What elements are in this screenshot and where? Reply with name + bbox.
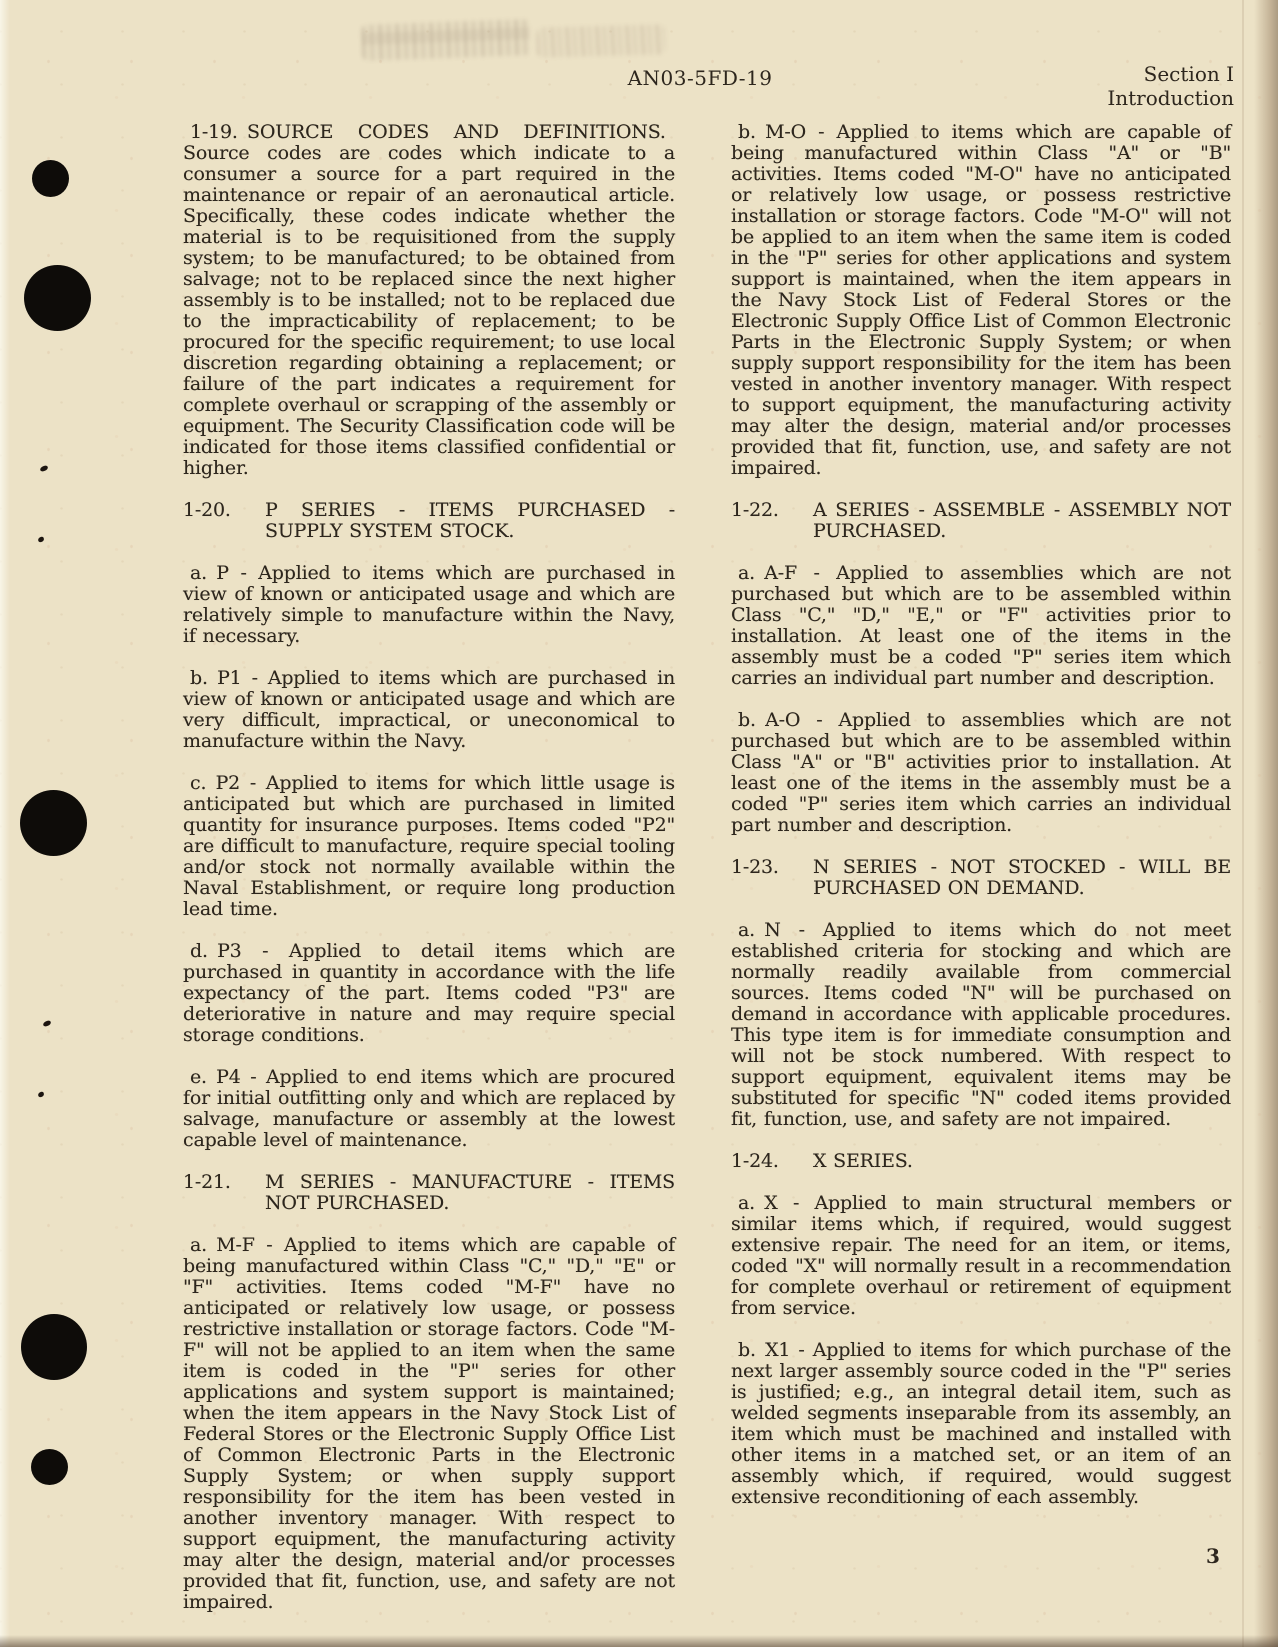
ink-speck: [37, 1091, 44, 1098]
heading-number: 1-20.: [183, 499, 231, 521]
para-n: a. N - Applied to items which do not meet established criteria for stocking and which are normally readily available from commercial sources. Items coded "N" will be purchased on demand in accordance with applicable procedures. This type item is for immediate consumption and will not be stock numbered. With respect to support equipment, equivalent items may be substituted for specific "N" coded items provided fit, function, use, and safety are not impaired.: [731, 919, 1231, 1130]
heading-number: 1-24.: [731, 1150, 779, 1172]
section-label: Section I: [1143, 62, 1234, 86]
heading-1-20: [183, 500, 675, 542]
punch-hole-dot: [24, 265, 91, 331]
scan-edge-line: [1242, 0, 1244, 1647]
heading-1-23: [731, 857, 1231, 899]
para-mf: a. M-F - Applied to items which are capable of being manufactured within Class "C," "D," "E" or "F" activities. Items coded "M-F" have no anticipated or relatively low usage, or possess restrictive installation or storage factors. Code "M-F" will not be applied to an item when the same item is coded in the "P" series for other applications and system support is maintained; when the item appears in the Navy Stock List of Federal Stores or the Electronic Supply Office List of Common Electronic Parts in the Electronic Supply System; or when supply support responsibility for the item has been vested in another inventory manager. With respect to support equipment, the manufacturing activity may alter the design, material and/or processes provided that fit, function, use, and safety are not impaired.: [183, 1234, 675, 1613]
para-x: a. X - Applied to main structural members or similar items which, if required, would suggest extensive repair. The need for an item, or items, coded "X" will normally result in a recommendation for complete overhaul or retirement of equipment from service.: [731, 1192, 1231, 1319]
heading-title: M SERIES - MANUFACTURE - ITEMS NOT PURCHASED.: [265, 1171, 675, 1214]
para-p1: b. P1 - Applied to items which are purchased in view of known or anticipated usage and which are very difficult, impractical, or uneconomical to manufacture within the Navy.: [183, 667, 675, 752]
heading-title: A SERIES - ASSEMBLE - ASSEMBLY NOT PURCHASED.: [813, 499, 1231, 542]
right-column: [731, 122, 1231, 1634]
punch-hole-dot: [21, 1314, 87, 1380]
para-ao: b. A-O - Applied to assemblies which are not purchased but which are to be assembled within Class "A" or "B" activities prior to installation. At least one of the items in the assembly must be a coded "P" series item which carries an individual part number and description.: [731, 709, 1231, 836]
para-p3: d. P3 - Applied to detail items which are purchased in quantity in accordance with the life expectancy of the part. Items coded "P3" are deteriorative in nature and may require special storage conditions.: [183, 940, 675, 1046]
para-p2: c. P2 - Applied to items for which little usage is anticipated but which are purchased in limited quantity for insurance purposes. Items coded "P2" are difficult to manufacture, require special tooling and/or stock not normally available within the Naval Establishment, or require long production lead time.: [183, 772, 675, 920]
doc-number: AN03-5FD-19: [627, 66, 773, 90]
faded-stamp-left: [361, 19, 530, 61]
heading-1-24: [731, 1151, 1231, 1172]
page-number: 3: [1206, 1544, 1220, 1568]
heading-number: 1-21.: [183, 1171, 231, 1193]
heading-number: 1-23.: [731, 856, 779, 878]
para-p4: e. P4 - Applied to end items which are procured for initial outfitting only and which are replaced by salvage, manufacture or assembly at the lowest capable level of maintenance.: [183, 1066, 675, 1151]
para-mo: b. M-O - Applied to items which are capable of being manufactured within Class "A" or "B" activities. Items coded "M-O" have no anticipated or relatively low usage, or possess restrictive installation or storage factors. Code "M-O" will not be applied to an item when the same item is coded in the "P" series for other applications and system support is maintained, when the item appears in the Navy Stock List of Federal Stores or the Electronic Supply Office List of Common Electronic Parts in the Electronic Supply System; or when supply support responsibility for the item has been vested in another inventory manager. With respect to support equipment, the manufacturing activity may alter the design, material and/or processes provided that fit, function, use, and safety are not impaired.: [731, 121, 1231, 479]
scan-edge-left: [0, 0, 10, 1647]
heading-title: P SERIES - ITEMS PURCHASED - SUPPLY SYSTEM STOCK.: [265, 499, 675, 542]
heading-1-22: [731, 500, 1231, 542]
punch-hole-dot: [20, 790, 87, 856]
para-p: a. P - Applied to items which are purchased in view of known or anticipated usage and which are relatively simple to manufacture within the Navy, if necessary.: [183, 562, 675, 647]
scan-edge-right: [1254, 0, 1278, 1647]
heading-1-21: [183, 1172, 675, 1214]
text-columns: [183, 122, 1231, 1634]
ink-speck: [37, 536, 44, 543]
punch-hole-dot: [32, 160, 69, 197]
left-column: [183, 122, 675, 1634]
ink-speck: [39, 465, 48, 472]
heading-title: X SERIES.: [813, 1150, 913, 1172]
para-x1: b. X1 - Applied to items for which purchase of the next larger assembly source coded in the "P" series is justified; e.g., an integral detail item, such as welded segments inseparable from its assembly, an item which must be machined and installed with other items in a matched set, or an item of an assembly which, if required, would suggest extensive reconditioning of each assembly.: [731, 1339, 1231, 1508]
heading-title: N SERIES - NOT STOCKED - WILL BE PURCHASED ON DEMAND.: [813, 856, 1231, 899]
faded-stamp-right: [537, 24, 666, 57]
ink-speck: [42, 1020, 51, 1027]
scan-edge-bottom: [0, 1635, 1278, 1647]
para-af: a. A-F - Applied to assemblies which are not purchased but which are to be assembled within Class "C," "D," "E," or "F" activities prior to installation. At least one of the items in the assembly must be a coded "P" series item which carries an individual part number and description.: [731, 562, 1231, 689]
section-sublabel: Introduction: [1107, 86, 1234, 110]
heading-number: 1-22.: [731, 499, 779, 521]
para-1-19: 1-19. SOURCE CODES AND DEFINITIONS. Source codes are codes which indicate to a consumer a source for a part required in the maintenance or repair of an aeronautical article. Specifically, these codes indicate whether the material is to be requisitioned from the supply system; to be manufactured; to be obtained from salvage; not to be replaced since the next higher assembly is to be installed; not to be replaced due to the impracticability of replacement; to be procured for the specific requirement; to use local discretion regarding obtaining a replacement; or failure of the part indicates a requirement for complete overhaul or scrapping of the assembly or equipment. The Security Classification code will be indicated for those items classified confidential or higher.: [183, 121, 675, 479]
section-block: [1107, 62, 1234, 110]
punch-hole-dot: [31, 1449, 68, 1485]
